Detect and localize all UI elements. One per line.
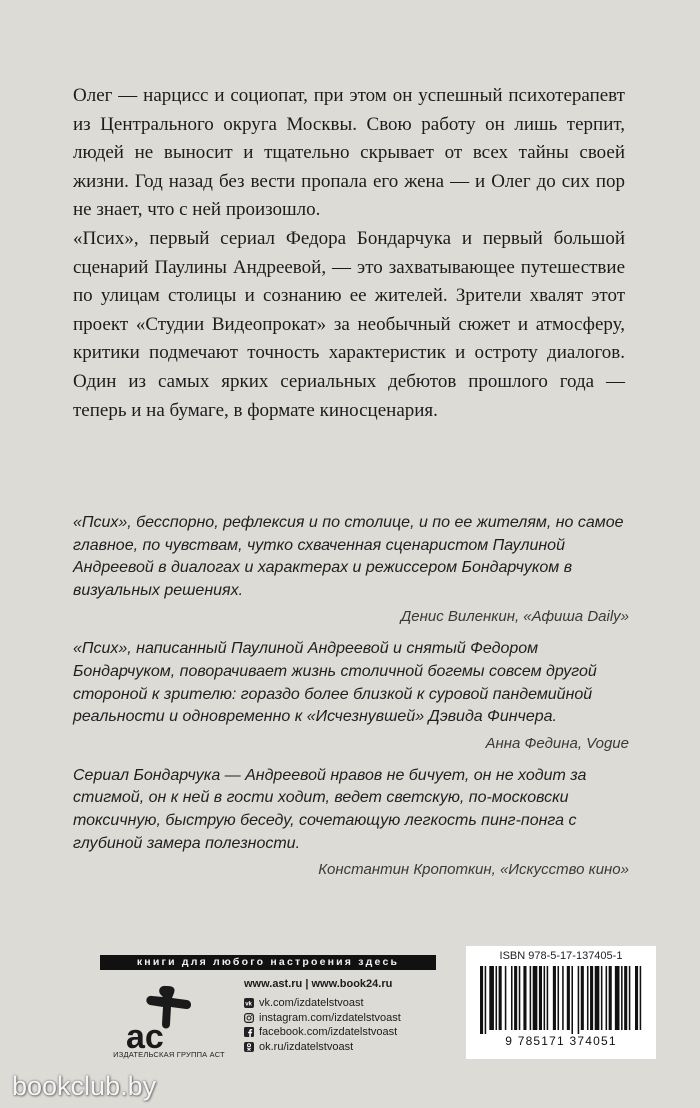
barcode-bar [581,966,584,1030]
social-link-text: instagram.com/izdatelstvoast [259,1011,401,1024]
barcode-bar [505,966,507,1030]
barcode-bar [544,966,546,1030]
quote-source: Анна Федина, Vogue [485,734,629,752]
barcode-bar [571,966,573,1034]
barcode-bar [533,966,538,1030]
barcode-bar [558,966,560,1030]
barcode-bar [621,966,623,1030]
barcode-bar [562,966,564,1030]
isbn-number: ISBN 978-5-17-137405-1 [499,950,623,962]
ok-icon [244,1042,254,1052]
svg-text:ac: ac [126,1018,164,1056]
barcode-bar [480,966,483,1034]
barcode-bar [601,966,603,1030]
barcode-bar [578,966,580,1034]
review-quotes [73,512,629,891]
barcode-bar [609,966,612,1030]
barcode-bar [519,966,521,1030]
review-quote [73,512,629,628]
description-paragraph: Олег — нарцисс и социопат, при этом он успешный психотерапевт из Центрального округа Москвы. Свою работу он лишь терпит, людей не выносит и тщательно скрывает от всех тайны своей жизни. Год назад без вести пропала его жена — и Олег до сих пор не знает, что с ней произошло. [73,85,625,221]
publisher-websites[interactable]: www.ast.ru | www.book24.ru [244,978,393,990]
barcode-panel [466,946,656,1059]
social-link-text: ok.ru/izdatelstvoast [259,1040,354,1053]
barcode-bar [595,966,600,1030]
barcode-bar [587,966,589,1030]
review-quote [73,765,629,881]
barcode-bar [485,966,487,1034]
barcode-bar [499,966,502,1030]
barcode-bar [553,966,556,1030]
social-link-ok[interactable] [244,1040,454,1055]
barcode-bar [629,966,631,1030]
review-quote [73,638,629,754]
ast-logo [100,976,232,1056]
social-link-text: vk.com/izdatelstvoast [259,997,364,1010]
barcode-bar [514,966,517,1030]
instagram-icon [244,1013,254,1023]
barcode-bar [523,966,526,1030]
description-paragraph: «Псих», первый сериал Федора Бондарчука и первый большой сценарий Паулины Андреевой, — это захватывающее путешествие по улицам столицы и сознанию ее жителей. Зрители хвалят этот проект «Студии Видеопрокат» за необычный сюжет и атмосферу, критики подмечают точность характеристик и остроту диалогов. Один из самых ярких сериальных дебютов прошлого года — теперь и на бумаге, в формате киносценария. [73,227,625,421]
barcode-bar [539,966,542,1030]
publisher-links [244,978,454,1054]
barcode-bar [635,966,638,1030]
barcode-bar [489,966,494,1030]
barcode-bar [606,966,608,1030]
site-watermark: bookclub.by [12,1071,157,1101]
barcode-bar [640,966,642,1030]
publisher-tagline: книги для любого настроения здесь [100,955,436,970]
facebook-icon [244,1027,254,1037]
barcode-bar [590,966,593,1030]
social-link-text: facebook.com/izdatelstvoast [259,1026,398,1039]
barcode-bar [496,966,498,1030]
barcode-bar [624,966,627,1030]
social-link-vk[interactable] [244,996,454,1011]
svg-text:vk: vk [245,1001,252,1008]
book-description [73,82,625,425]
ean-number: 9 785171 374051 [505,1034,617,1048]
barcode-bar [511,966,513,1030]
quote-text: Сериал Бондарчука — Андреевой нравов не бичует, он не ходит за стигмой, он к ней в гости ходит, ведет светскую, по-московски токсичную, быструю беседу, сочетающую легкость пинг-понга с глубиной замера полезности. [73,766,587,852]
social-link-facebook[interactable] [244,1025,454,1040]
social-link-instagram[interactable] [244,1011,454,1026]
publisher-name: ИЗДАТЕЛЬСКАЯ ГРУППА АСТ [113,1050,225,1059]
vk-icon [244,998,254,1008]
quote-text: «Псих», написанный Паулиной Андреевой и снятый Федором Бондарчуком, поворачивает жизнь столичной богемы совсем другой стороной к зрителю: гораздо более близкой к суровой пандемийной реальности и одновременно к «Исчезнувшей» Дэвида Финчера. [73,640,597,726]
barcode-bar [615,966,620,1030]
barcode-bar [547,966,549,1030]
barcode-bar [530,966,532,1030]
barcode [478,966,644,1034]
quote-text: «Псих», бесспорно, рефлексия и по столице, и по ее жителям, но самое главное, по чувствам, чутко схваченная сценаристом Паулиной Андреевой в диалогах и характерах и режиссером Бондарчуком в визуальных решениях. [73,514,624,599]
quote-source: Денис Виленкин, «Афиша Daily» [400,608,629,626]
quote-source: Константин Кропоткин, «Искусство кино» [318,861,629,879]
barcode-bar [567,966,570,1030]
